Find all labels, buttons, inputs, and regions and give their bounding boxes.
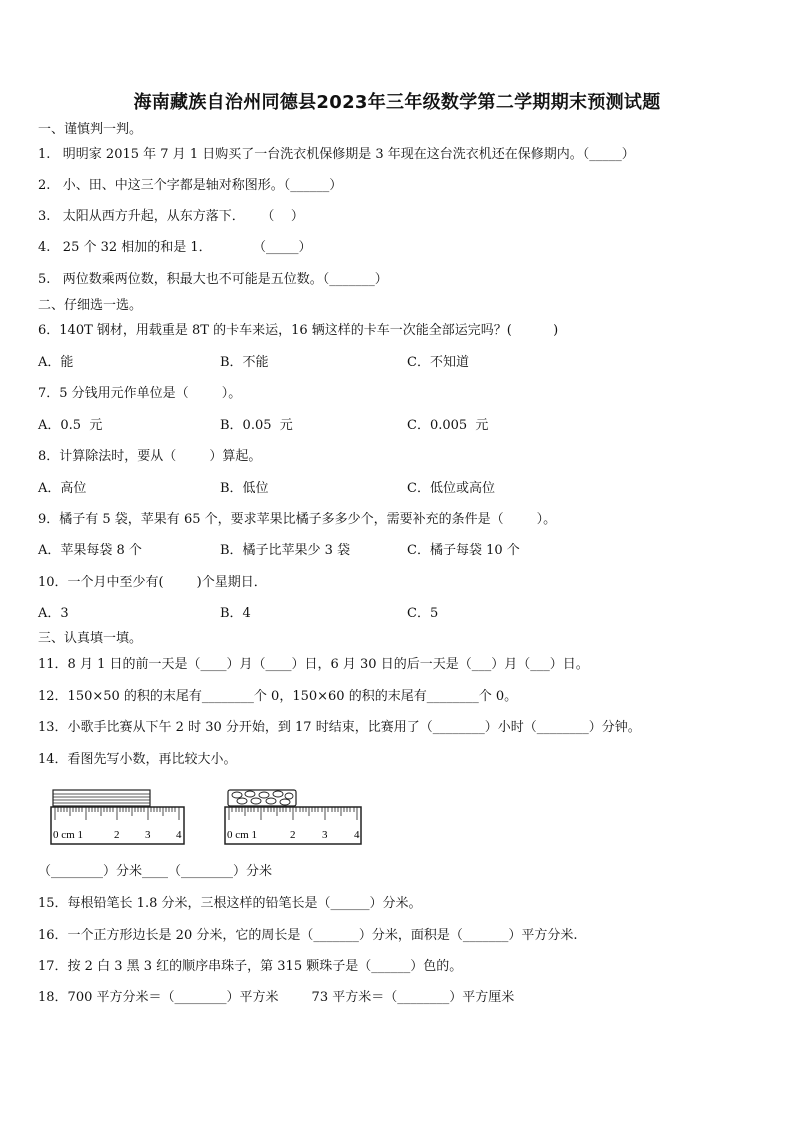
option-7c: C．0.005 元 [407,418,489,433]
option-9c: C．橘子每袋 10 个 [407,543,520,558]
ruler-label: 4 [354,829,360,841]
section-heading-judge: 一、谨慎判一判。 [38,122,143,137]
option-6c: C．不知道 [407,355,469,370]
question-6: 6．140T 钢材，用载重是 8T 的卡车来运，16 辆这样的卡车一次能全部运完吗？( ) [38,323,559,338]
question-5: 5. 两位数乘两位数，积最大也不可能是五位数。（_______） [38,272,388,287]
ruler-figure-right [224,788,364,846]
ruler-label: 2 [114,829,120,841]
option-9a: A．苹果每袋 8 个 [38,543,142,558]
ruler-figure-left [50,788,186,846]
question-16: 16．一个正方形边长是 20 分米，它的周长是（_______）分米，面积是（_______）平方分米. [38,928,578,943]
option-7a: A．0.5 元 [38,418,103,433]
option-6b: B．不能 [220,355,269,370]
question-14: 14．看图先写小数，再比较大小。 [38,752,237,767]
page-title: 海南藏族自治州同德县2023年三年级数学第二学期期末预测试题 [133,92,661,113]
ruler-label: 0 cm 1 [227,829,257,841]
question-18: 18．700 平方分米＝（________）平方米 73 平方米＝（________）平方厘米 [38,990,515,1005]
option-9b: B．橘子比苹果少 3 袋 [220,543,351,558]
option-7b: B．0.05 元 [220,418,293,433]
question-9: 9．橘子有 5 袋，苹果有 65 个，要求苹果比橘子多多少个，需要补充的条件是（ ）。 [38,512,557,527]
ruler-label: 0 cm 1 [53,829,83,841]
option-8c: C．低位或高位 [407,481,495,496]
question-4: 4. 25 个 32 相加的和是 1． （_____） [38,240,312,255]
question-15: 15．每根铅笔长 1.8 分米，三根这样的铅笔长是（______）分米。 [38,896,422,911]
option-10c: C．5 [407,606,439,621]
question-10: 10．一个月中至少有( )个星期日． [38,575,267,590]
question-11: 11．8 月 1 日的前一天是（____）月（____）日，6 月 30 日的后一天是（___）月（___）日。 [38,657,589,672]
section-heading-choose: 二、仔细选一选。 [38,298,143,313]
question-3: 3. 太阳从西方升起，从东方落下． （ ） [38,209,304,224]
option-8b: B．低位 [220,481,269,496]
question-8: 8．计算除法时，要从（ ）算起。 [38,449,262,464]
question-12: 12．150×50 的积的末尾有________个 0，150×60 的积的末尾有________个 0。 [38,689,518,704]
option-6a: A．能 [38,355,74,370]
option-10b: B．4 [220,606,251,621]
ruler-label: 4 [176,829,182,841]
ruler-label: 3 [145,829,151,841]
question-2: 2. 小、田、中这三个字都是轴对称图形。（______） [38,178,343,193]
question-17: 17．按 2 白 3 黑 3 红的顺序串珠子，第 315 颗珠子是（______）色的。 [38,959,463,974]
option-10a: A．3 [38,606,69,621]
question-7: 7．5 分钱用元作单位是（ ）。 [38,386,242,401]
section-heading-fill: 三、认真填一填。 [38,631,143,646]
ruler-label: 3 [322,829,328,841]
question-14-answer: （________）分米____（________）分米 [38,864,273,879]
question-13: 13．小歌手比赛从下午 2 时 30 分开始，到 17 时结束，比赛用了（________）小时（________）分钟。 [38,720,641,735]
option-8a: A．高位 [38,481,87,496]
ruler-label: 2 [290,829,296,841]
question-1: 1. 明明家 2015 年 7 月 1 日购买了一台洗衣机保修期是 3 年现在这台洗衣机还在保修期内。（_____） [38,147,635,162]
